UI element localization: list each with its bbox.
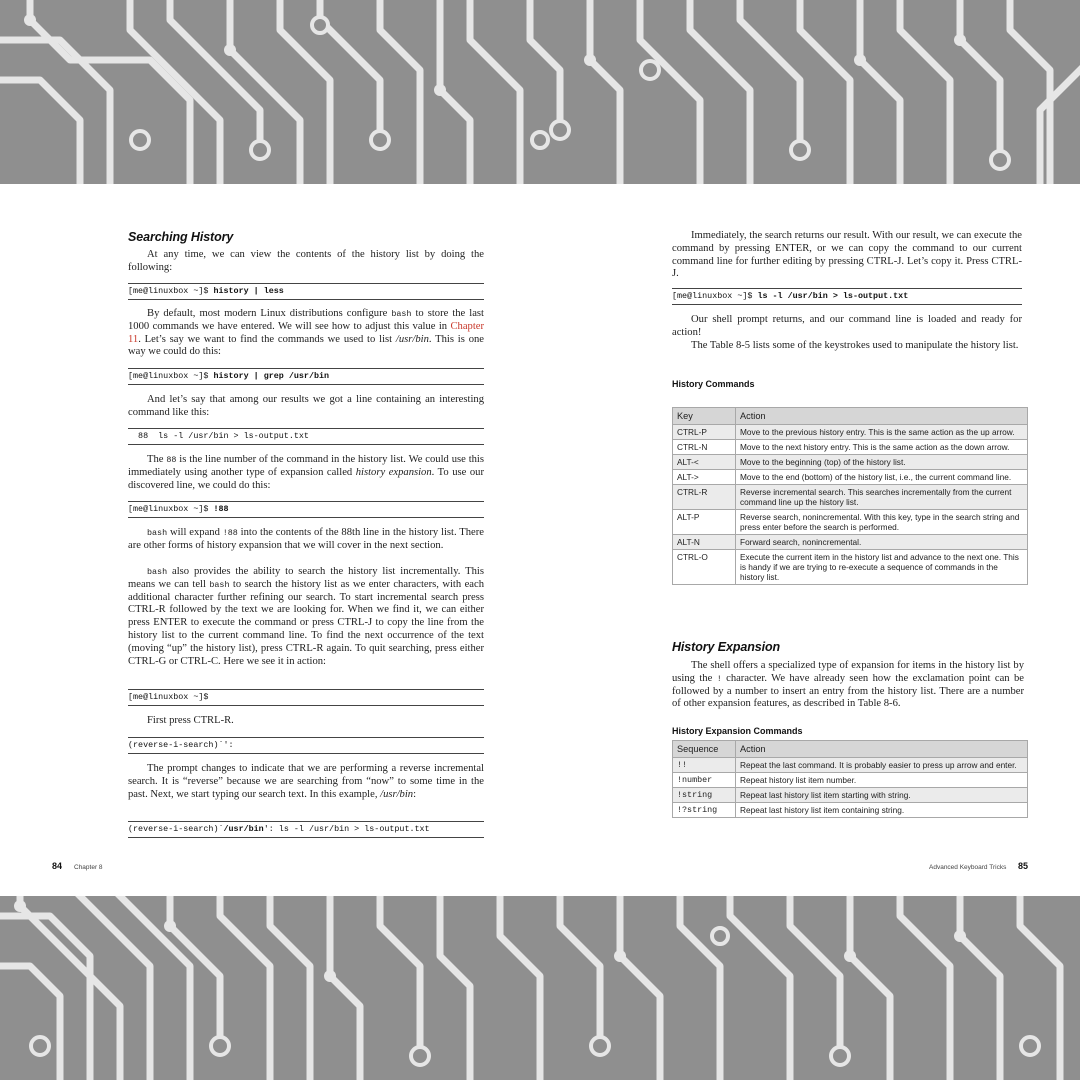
paragraph [672, 660, 1024, 711]
key-cell: ALT-< [673, 455, 736, 470]
paragraph [128, 763, 484, 801]
inline-code: bash [209, 579, 230, 590]
paragraph: And let’s say that among our results we got a line containing an interesting command like this: [128, 394, 484, 418]
circuit-pattern-top [0, 0, 1080, 184]
shell-prompt: [me@linuxbox ~]$ [128, 371, 214, 381]
action-cell: Repeat last history list item containing string. [736, 803, 1028, 818]
key-cell: ALT-> [673, 470, 736, 485]
table-title: History Commands [672, 379, 755, 389]
table-row [673, 425, 1028, 440]
paragraph [128, 566, 484, 668]
action-cell: Execute the current item in the history list and advance to the next one. This is handy if we are trying to re-execute a sequence of commands in the history list. [736, 550, 1028, 585]
action-cell: Reverse incremental search. This searches incrementally from the current command line up the history list. [736, 485, 1028, 510]
key-cell: CTRL-R [673, 485, 736, 510]
paragraph: The Table 8-5 lists some of the keystrokes used to manipulate the history list. [691, 340, 1019, 351]
key-cell: !?string [673, 803, 736, 818]
text: : [413, 788, 417, 800]
inline-code: bash [147, 567, 168, 577]
inline-code: 88 [166, 455, 177, 465]
running-footer: Advanced Keyboard Tricks [929, 864, 1007, 871]
key-cell: !! [673, 758, 736, 773]
circuit-pattern-bottom [0, 896, 1080, 1080]
text: The [147, 454, 167, 465]
key-cell: !string [673, 788, 736, 803]
table-header-cell: Sequence [673, 741, 736, 758]
paragraph [128, 527, 484, 553]
action-cell: Repeat history list item number. [736, 773, 1028, 788]
table-header-cell: Key [673, 408, 736, 425]
section-heading: History Expansion [672, 640, 781, 654]
text: The shell offers a specialized type of expansion for items in the history list by using the [672, 660, 1024, 684]
action-cell: Move to the next history entry. This is the same action as the down arrow. [736, 440, 1028, 455]
key-cell: ALT-N [673, 535, 736, 550]
inline-code: ! [716, 673, 722, 684]
term-text: history expansion [355, 466, 432, 478]
table-row [673, 510, 1028, 535]
paragraph: Our shell prompt returns, and our command line is loaded and ready for action! [672, 314, 1022, 338]
text: The prompt changes to indicate that we are performing a reverse incremental search. It is “reverse” because we are searching from “now” to some time in the past. Next, we start typing our search text. In this example, [128, 763, 484, 800]
text: into the contents of the 88th line in the history list. There are other forms of history expansion that we will cover in the next section. [128, 527, 484, 551]
inline-code: bash [391, 309, 412, 319]
key-cell: ALT-P [673, 510, 736, 535]
text: character. We have already seen how the exclamation point can be followed by a number to insert an entry from the history list. There are a number of other expansion features, as described in Table 8-6. [672, 672, 1024, 710]
code-block [128, 821, 484, 838]
circuit-banner-bottom [0, 896, 1080, 1080]
inline-code: bash [147, 528, 168, 538]
action-cell: Move to the previous history entry. This is the same action as the up arrow. [736, 425, 1028, 440]
table-row [673, 788, 1028, 803]
key-cell: CTRL-N [673, 440, 736, 455]
code-block [128, 501, 484, 518]
text: is the line number of the command in the history list. We could use this immediately using another type of expansion called [128, 454, 485, 478]
command-text: history | grep /usr/bin [213, 371, 330, 381]
action-cell: Move to the end (bottom) of the history list, i.e., the current command line. [736, 470, 1028, 485]
table-header-row [673, 408, 1028, 425]
text: By default, most modern Linux distributions configure [147, 308, 392, 319]
text: to search the history list as we enter characters, with each additional character further refining our search. To start incremental search press CTRL-R followed by the text we are looking for. When we find it, we can either press ENTER to execute the command or press CTRL-J to copy the line from the history list to the current command line. To find the next occurrence of the text (moving “up” the history list), press CTRL-R again. To quit searching, press either CTRL-G or CTRL-C. Here we see it in action: [128, 578, 484, 667]
table-header-row [673, 741, 1028, 758]
action-cell: Repeat last history list item starting with string. [736, 788, 1028, 803]
table-row [673, 440, 1028, 455]
text: . Let’s say we want to find the commands we used to list [138, 333, 396, 345]
shell-prompt: [me@linuxbox ~]$ [128, 286, 214, 296]
key-cell: CTRL-O [673, 550, 736, 585]
history-commands-table [672, 407, 1028, 585]
code-text: (reverse-i-search)` [128, 824, 224, 834]
table-row [673, 550, 1028, 585]
code-block [672, 288, 1022, 305]
code-block: [me@linuxbox ~]$ [128, 689, 484, 706]
text: to store the last 1000 commands we have entered. We will see how to adjust this value in [128, 308, 484, 332]
right-page [540, 184, 1080, 896]
command-text: /usr/bin [223, 824, 264, 834]
table-header-cell: Action [736, 408, 1028, 425]
key-cell: CTRL-P [673, 425, 736, 440]
text: . To use our discovered line, we could do this: [128, 466, 484, 491]
shell-prompt: [me@linuxbox ~]$ [672, 291, 758, 301]
table-row [673, 470, 1028, 485]
page-number: 85 [1018, 861, 1029, 871]
shell-prompt: [me@linuxbox ~]$ [128, 504, 214, 514]
table-row [673, 773, 1028, 788]
paragraph: First press CTRL-R. [147, 715, 234, 726]
section-heading: Searching History [128, 230, 234, 244]
history-expansion-table [672, 740, 1028, 818]
chapter-link[interactable]: Chapter 11 [128, 320, 484, 345]
action-cell: Repeat the last command. It is probably easier to press up arrow and enter. [736, 758, 1028, 773]
page-number: 84 [52, 861, 63, 871]
table-row [673, 758, 1028, 773]
command-text: history | less [213, 286, 284, 296]
command-text: ls -l /usr/bin > ls-output.txt [757, 291, 909, 301]
circuit-banner-top [0, 0, 1080, 184]
key-cell: !number [673, 773, 736, 788]
action-cell: Reverse search, nonincremental. With this key, type in the search string and press enter before the search is performed. [736, 510, 1028, 535]
table-row [673, 455, 1028, 470]
paragraph [128, 454, 484, 492]
text: also provides the ability to search the history list incrementally. This means we can tell [128, 566, 484, 590]
inline-code: !88 [222, 528, 238, 538]
command-text: !88 [213, 504, 229, 514]
table-row [673, 485, 1028, 510]
path-text: /usr/bin [380, 788, 414, 800]
code-text: ': ls -l /usr/bin > ls-output.txt [263, 824, 430, 834]
action-cell: Forward search, nonincremental. [736, 535, 1028, 550]
code-block: (reverse-i-search)`': [128, 737, 484, 754]
code-block: 88 ls -l /usr/bin > ls-output.txt [128, 428, 484, 445]
table-header-cell: Action [736, 741, 1028, 758]
code-block [128, 283, 484, 300]
paragraph [128, 308, 484, 359]
text: will expand [167, 527, 223, 538]
left-page [0, 184, 540, 896]
paragraph: Immediately, the search returns our result. With our result, we can execute the command by pressing ENTER, or we can copy the command to our current command line for further editing by pressing CTRL-J. Let’s copy it. Press CTRL-J. [672, 230, 1022, 280]
running-footer: Chapter 8 [74, 864, 103, 871]
table-title: History Expansion Commands [672, 726, 803, 736]
paragraph: At any time, we can view the contents of the history list by doing the following: [128, 249, 484, 273]
table-row [673, 803, 1028, 818]
path-text: /usr/bin [395, 333, 429, 345]
text: . This is one way we could do this: [128, 333, 484, 358]
action-cell: Move to the beginning (top) of the history list. [736, 455, 1028, 470]
code-block [128, 368, 484, 385]
table-row [673, 535, 1028, 550]
